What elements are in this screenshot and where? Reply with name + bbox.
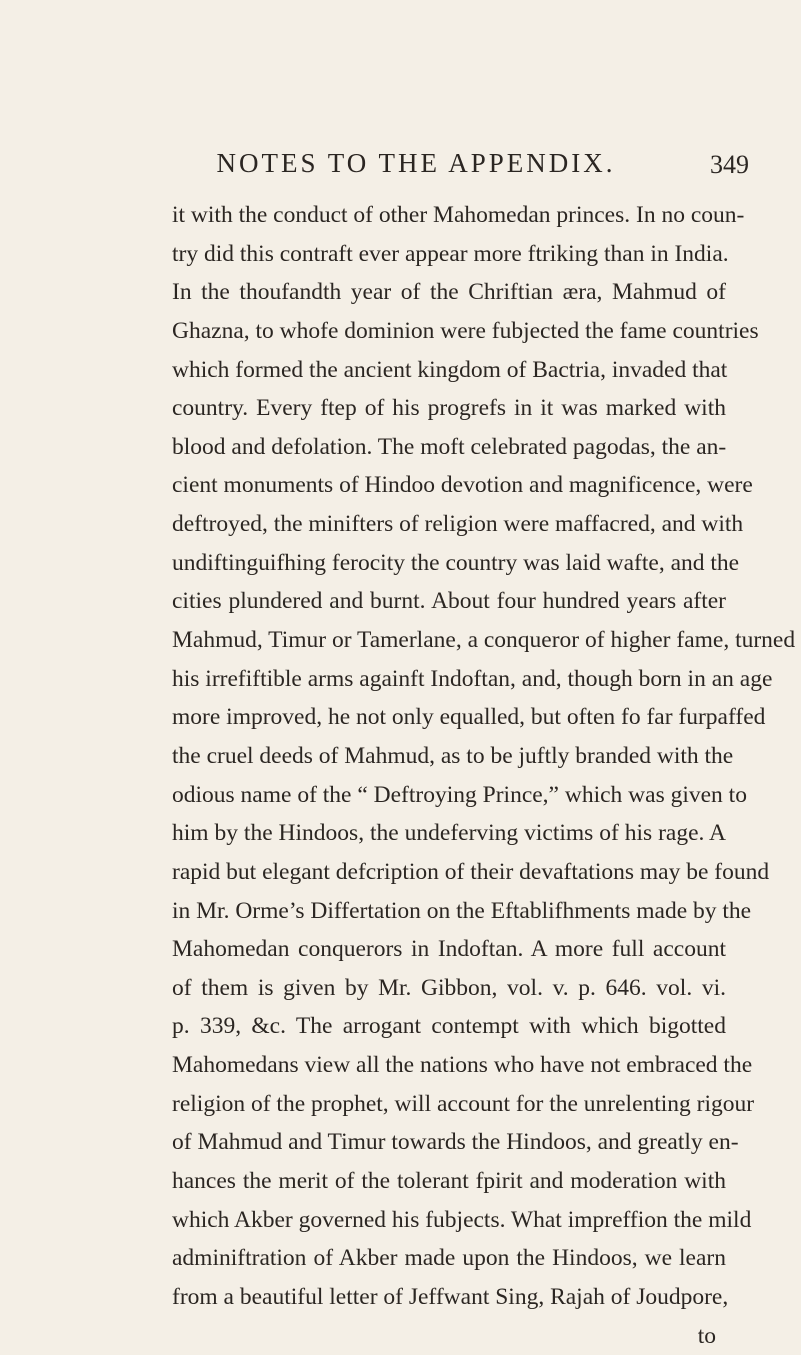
text-line: deftroyed, the minifters of religion were maffacred, and with [172, 511, 744, 538]
text-line: Ghazna, to whofe dominion were fubjected the fame countries [172, 317, 759, 344]
text-line: adminiftration of Akber made upon the Hindoos, we learn [172, 1245, 726, 1272]
text-line: p. 339, &c. The arrogant contempt with which bigotted [172, 1013, 726, 1040]
text-line: country. Every ftep of his progrefs in it was marked with [172, 395, 726, 422]
text-line: blood and defolation. The moft celebrated pagodas, the an- [172, 433, 727, 460]
text-line: odious name of the “ Deftroying Prince,” which was given to [172, 781, 747, 808]
text-line: of Mahmud and Timur towards the Hindoos, and greatly en- [172, 1129, 739, 1156]
text-line: religion of the prophet, will account for the unrelenting rigour [172, 1090, 755, 1117]
text-line: his irrefiftible arms againft Indoftan, and, though born in an age [172, 665, 773, 692]
text-line: undiftinguifhing ferocity the country was laid wafte, and the [172, 549, 740, 576]
page-number: 349 [710, 150, 749, 179]
text-line: cient monuments of Hindoo devotion and magnificence, were [172, 472, 753, 499]
text-line: the cruel deeds of Mahmud, as to be juftly branded with the [172, 742, 734, 769]
text-line: which formed the ancient kingdom of Bactria, invaded that [172, 356, 728, 383]
text-line: try did this contraft ever appear more ftriking than in India. [172, 240, 729, 267]
text-line: rapid but elegant defcription of their devaftations may be found [172, 858, 770, 885]
running-head: NOTES TO THE APPENDIX. [216, 148, 616, 178]
text-line: more improved, he not only equalled, but often fo far furpaffed [172, 704, 766, 731]
text-line: In the thoufandth year of the Chriftian æra, Mahmud of [172, 279, 726, 306]
catchword: to [697, 1322, 716, 1349]
text-line: him by the Hindoos, the undeferving victims of his rage. A [172, 820, 726, 847]
text-line: it with the conduct of other Mahomedan princes. In no coun- [172, 202, 745, 228]
text-line: Mahmud, Timur or Tamerlane, a conqueror of higher fame, turned [172, 627, 796, 654]
text-line: Mahomedan conquerors in Indoftan. A more full account [172, 936, 726, 963]
text-line: Mahomedans view all the nations who have not embraced the [172, 1052, 753, 1079]
body-text [172, 196, 796, 1355]
text-line: which Akber governed his fubjects. What impreffion the mild [172, 1206, 752, 1233]
text-line: from a beautiful letter of Jeffwant Sing, Rajah of Joudpore, [172, 1283, 729, 1310]
text-line: hances the merit of the tolerant fpirit and moderation with [172, 1168, 726, 1195]
text-line: in Mr. Orme’s Differtation on the Eftablifhments made by the [172, 897, 752, 924]
text-line: of them is given by Mr. Gibbon, vol. v. p. 646. vol. vi. [172, 974, 726, 1001]
text-line: cities plundered and burnt. About four hundred years after [172, 588, 726, 615]
